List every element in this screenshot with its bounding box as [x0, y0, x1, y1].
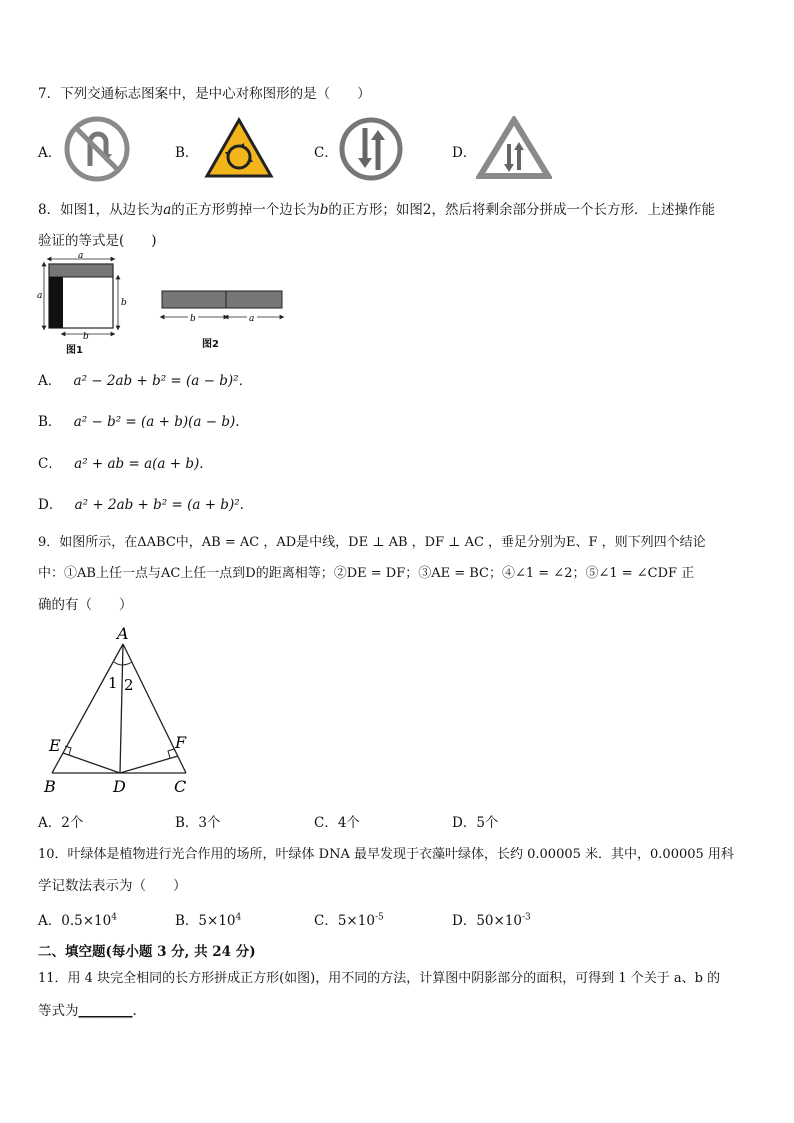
- q10-option-b-letter: B．: [175, 913, 199, 929]
- q9-label-angle1: 1: [108, 674, 118, 692]
- q8-option-c-expr: a² + ab = a(a + b).: [74, 456, 204, 472]
- q9-label-c: C: [174, 777, 187, 796]
- q10-option-c: [314, 909, 384, 929]
- q7-stem: 7．下列交通标志图案中，是中心对称图形的是（ ）: [38, 86, 371, 102]
- q9-label-f: F: [175, 733, 187, 752]
- section-heading-fill-in: 二、填空题(每小题 3 分, 共 24 分): [38, 944, 256, 960]
- q10-stem-line1: 10．叶绿体是植物进行光合作用的场所，叶绿体 DNA 最早发现于衣藻叶绿体，长约 0.00005 米．其中，0.00005 用科: [38, 847, 734, 862]
- fig1-label-b-bottom: b: [83, 332, 89, 340]
- two-way-traffic-circle-sign-icon: [338, 116, 404, 182]
- q9-label-angle2: 2: [124, 676, 134, 694]
- q11-suffix: .: [132, 1003, 137, 1019]
- q8-stem-line2: 验证的等式是( ): [38, 233, 157, 249]
- q8-option-c-letter: C．: [38, 456, 62, 472]
- q8-option-b-expr: a² − b² = (a + b)(a − b).: [73, 414, 240, 430]
- q8-option-b: [38, 410, 240, 430]
- q10-option-a: [38, 909, 117, 929]
- q11-stem-line2: [38, 999, 137, 1019]
- q10-option-b-exp: 4: [235, 912, 242, 923]
- q8-option-a-letter: A．: [38, 373, 62, 389]
- q9-option-d: D．5个: [452, 815, 499, 831]
- q9-triangle-figure: [36, 620, 206, 800]
- q8-var-b: b: [319, 202, 329, 218]
- q10-option-d-exp: -3: [522, 912, 531, 923]
- q8-option-d: [38, 493, 244, 513]
- q8-figure-2-caption: 图2: [202, 339, 219, 350]
- q8-figure-2: [156, 286, 288, 326]
- q8-figure-1: [36, 252, 131, 340]
- q10-option-c-base: 5×10: [337, 913, 375, 929]
- q10-option-b-base: 5×10: [198, 913, 236, 929]
- q10-stem-line2: 学记数法表示为（ ）: [38, 878, 187, 894]
- q8-option-a-expr: a² − 2ab + b² = (a − b)²．: [73, 373, 253, 389]
- fig2-label-b: b: [190, 314, 196, 324]
- q10-option-b: [175, 909, 241, 929]
- roundabout-warning-sign-icon: [204, 117, 274, 179]
- q8-stem-part2: 的正方形剪掉一个边长为: [171, 202, 320, 218]
- q8-option-b-letter: B．: [38, 414, 62, 430]
- q7-option-a-label: A．: [38, 145, 62, 161]
- q9-stem-line3: 确的有（ ）: [38, 597, 133, 613]
- q8-var-a: a: [163, 202, 172, 218]
- q9-stem-line1: 9．如图所示，在ΔABC中，AB = AC ，AD是中线，DE ⊥ AB ，DF ⊥ AC ，垂足分别为E、F ，则下列四个结论: [38, 535, 706, 550]
- q10-option-a-exp: 4: [111, 912, 117, 923]
- fig1-label-a-top: a: [78, 252, 84, 261]
- q9-option-b: B．3个: [175, 815, 221, 831]
- fig1-label-b-right: b: [121, 298, 127, 308]
- q10-option-c-letter: C．: [314, 913, 338, 929]
- q11-stem-line1: 11．用 4 块完全相同的长方形拼成正方形(如图)，用不同的方法，计算图中阴影部分的面积，可得到 1 个关于 a、b 的: [38, 971, 721, 986]
- q9-option-c: C．4个: [314, 815, 360, 831]
- q10-option-d-letter: D．: [452, 913, 477, 929]
- q8-stem-part3: 的正方形；如图2，然后将剩余部分拼成一个长方形．上述操作能: [328, 202, 715, 218]
- q10-option-a-letter: A．: [38, 913, 62, 929]
- q8-stem-part1: 8．如图1，从边长为: [38, 202, 164, 218]
- q10-option-d: [452, 909, 531, 929]
- q9-label-d: D: [113, 777, 126, 796]
- q8-option-d-letter: D．: [38, 497, 63, 513]
- q8-option-d-expr: a² + 2ab + b² = (a + b)².: [74, 497, 244, 513]
- q10-option-a-base: 0.5×10: [61, 913, 112, 929]
- q10-option-d-base: 50×10: [476, 913, 522, 929]
- q9-stem-line2: 中：①AB上任一点与AC上任一点到D的距离相等；②DE = DF；③AE = BC；④∠1 = ∠2；⑤∠1 = ∠CDF 正: [38, 566, 695, 581]
- q9-label-e: E: [49, 736, 61, 755]
- q8-figure-1-caption: 图1: [66, 345, 83, 356]
- q8-option-c: [38, 452, 204, 472]
- q9-option-a: A．2个: [38, 815, 84, 831]
- q7-option-d-label: D．: [452, 145, 477, 161]
- q11-answer-blank[interactable]: ________: [78, 1003, 133, 1019]
- no-u-turn-sign-icon: [64, 116, 130, 182]
- q9-label-a: A: [117, 624, 129, 643]
- q11-prefix: 等式为: [38, 1003, 79, 1019]
- q7-option-b-label: B．: [175, 145, 199, 161]
- fig2-label-a: a: [249, 314, 255, 324]
- q9-label-b: B: [44, 777, 56, 796]
- q7-option-c-label: C．: [314, 145, 338, 161]
- q8-option-a: [38, 369, 252, 389]
- two-way-traffic-warning-sign-icon: [476, 116, 552, 180]
- fig1-label-a-left: a: [37, 291, 43, 301]
- q10-option-c-exp: -5: [374, 912, 384, 923]
- q8-stem-line1: [38, 198, 715, 218]
